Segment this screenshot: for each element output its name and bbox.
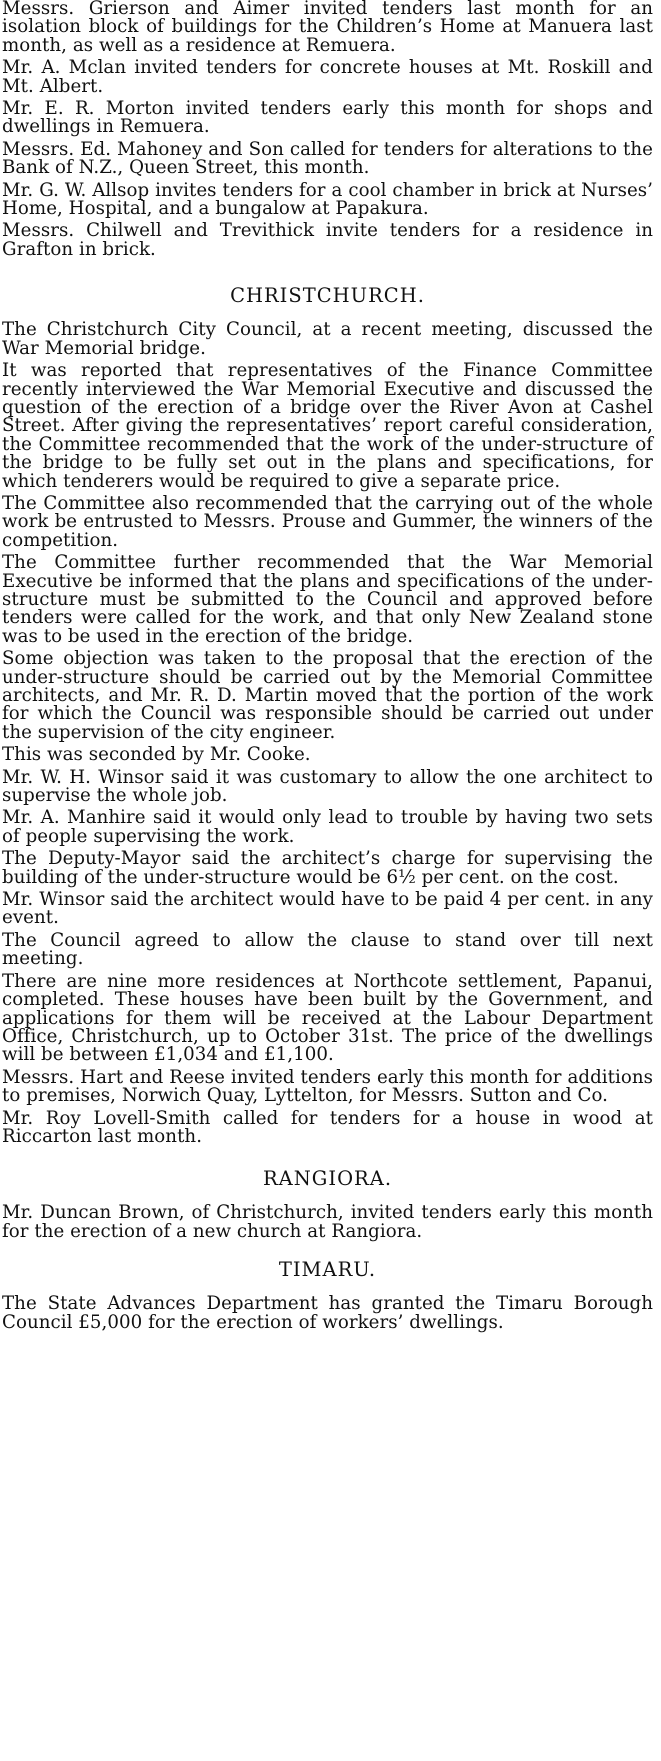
christchurch-paragraph: Mr. A. Manhire said it would only lead to trouble by having two sets of people supervising the work. — [2, 807, 653, 847]
section-heading-christchurch: CHRISTCHURCH. — [230, 284, 425, 308]
section-heading-timaru: TIMARU. — [278, 1258, 377, 1282]
christchurch-paragraph: This was seconded by Mr. Cooke. — [2, 744, 311, 766]
timaru-section — [2, 1259, 653, 1332]
christchurch-paragraph: Mr. Roy Lovell-Smith called for tenders for a house in wood at Riccarton last month. — [2, 1107, 653, 1147]
christchurch-paragraph: It was reported that representatives of the Finance Committee recently interviewed the War Memorial Executive and discussed the question of the erection of a bridge over the River Avon at Cashel Street. After giving the representatives’ report careful consideration, the Committee recommended that the work of the under-structure of the bridge to be fully set out in the plans and specifications, for which tenderers would be required to give a separate price. — [2, 360, 653, 492]
rangiora-section — [2, 1168, 653, 1241]
auckland-tenders-section — [2, 0, 653, 259]
news-item-mahoney: Messrs. Ed. Mahoney and Son called for tenders for alterations to the Bank of N.Z., Queen Street, this month. — [2, 138, 653, 179]
news-item-chilwell: Messrs. Chilwell and Trevithick invite tenders for a residence in Grafton in brick. — [2, 220, 653, 260]
news-item-allsop: Mr. G. W. Allsop invites tenders for a cool chamber in brick at Nurses’ Home, Hospital, and a bungalow at Papakura. — [2, 179, 653, 220]
section-heading-rangiora: RANGIORA. — [262, 1167, 393, 1191]
christchurch-paragraph: The Committee also recommended that the carrying out of the whole work be entrusted to Messrs. Prouse and Gummer, the winners of the competition. — [2, 492, 653, 551]
news-item-mclan: Mr. A. Mclan invited tenders for concrete houses at Mt. Roskill and Mt. Albert. — [2, 57, 653, 97]
christchurch-paragraph: Some objection was taken to the proposal that the erection of the under-structure should be carried out by the Memorial Committee architects, and Mr. R. D. Martin moved that the portion of the work for which the Council was responsible should be carried out under the supervision of the city engineer. — [2, 648, 653, 743]
christchurch-paragraph: Mr. Winsor said the architect would have to be paid 4 per cent. in any event. — [2, 889, 653, 929]
rangiora-paragraph: Mr. Duncan Brown, of Christchurch, invited tenders early this month for the erection of a new church at Rangiora. — [2, 1202, 653, 1242]
christchurch-paragraph: The Christchurch City Council, at a recent meeting, discussed the War Memorial bridge. — [2, 319, 653, 359]
christchurch-paragraph: Mr. W. H. Winsor said it was customary to allow the one architect to supervise the whole job. — [2, 766, 653, 807]
article-column — [2, 0, 653, 1336]
christchurch-paragraph: The Committee further recommended that the War Memorial Executive be informed that the plans and specifications of the under-structure must be submitted to the Council and approved before tenders were called for the work, and that only New Zealand stone was to be used in the erection of the bridge. — [2, 552, 653, 647]
christchurch-paragraph: There are nine more residences at Northcote settlement, Papanui, completed. These houses have been built by the Government, and applications for them will be received at the Labour Department Office, Christchurch, up to October 31st. The price of the dwellings will be between £1,034 and £1,100. — [2, 970, 653, 1066]
christchurch-paragraph: The Council agreed to allow the clause to stand over till next meeting. — [2, 929, 653, 970]
christchurch-paragraph: Messrs. Hart and Reese invited tenders early this month for additions to premises, Norwich Quay, Lyttelton, for Messrs. Sutton and Co. — [2, 1066, 653, 1107]
christchurch-paragraph: The Deputy-Mayor said the architect’s charge for supervising the building of the under-structure would be 6½ per cent. on the cost. — [2, 848, 653, 888]
timaru-paragraph: The State Advances Department has granted the Timaru Borough Council £5,000 for the erection of workers’ dwellings. — [2, 1293, 653, 1333]
news-item-grierson-aimer: Messrs. Grierson and Aimer invited tenders last month for an isolation block of buildings for the Children’s Home at Manuera last month, as well as a residence at Remuera. — [2, 0, 653, 56]
christchurch-section — [2, 285, 653, 1146]
news-item-morton: Mr. E. R. Morton invited tenders early this month for shops and dwellings in Remuera. — [2, 98, 653, 138]
